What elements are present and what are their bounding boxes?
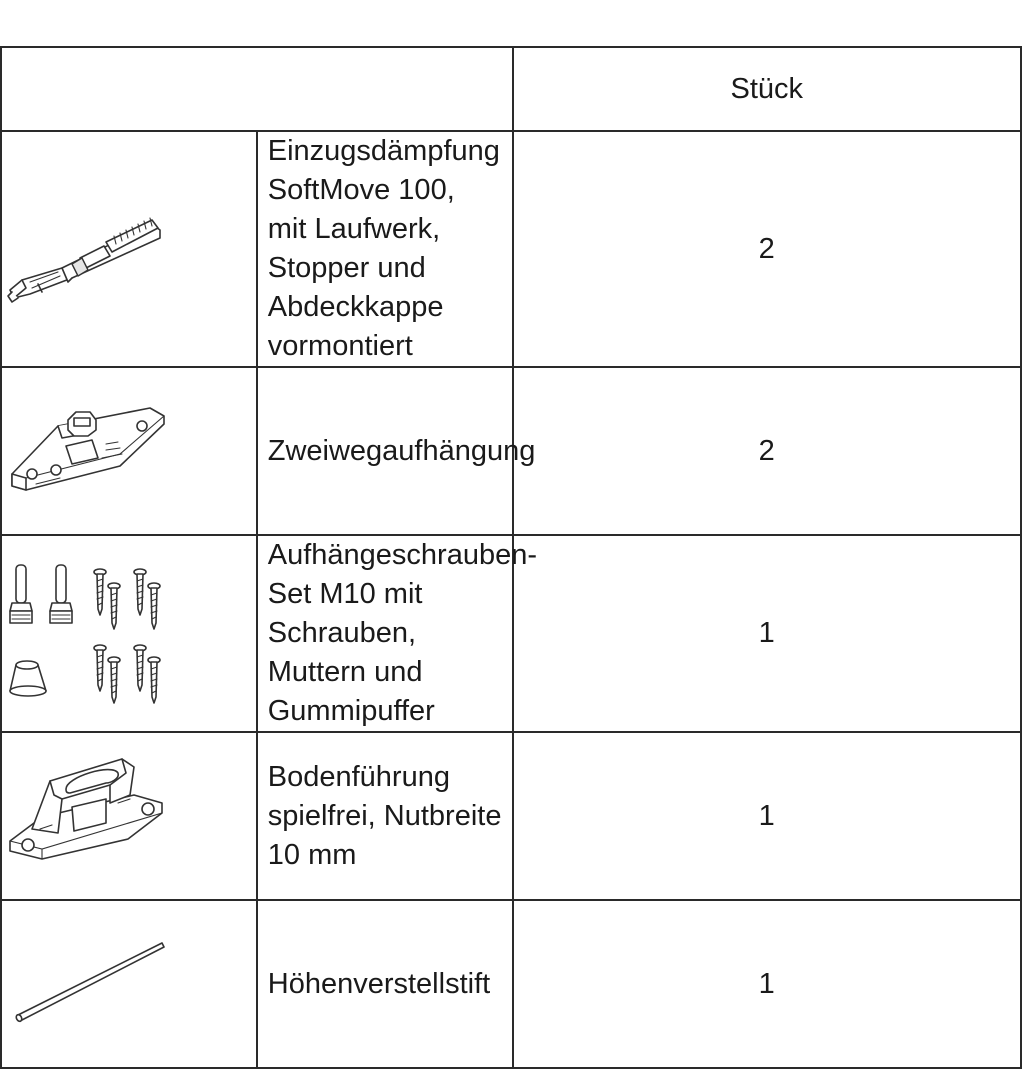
description-line: Bodenführung spielfrei, Nutbreite 10 mm (267, 760, 502, 871)
part-qty-cell (513, 732, 1022, 900)
part-qty: 2 (758, 232, 775, 265)
description-line: vormontiert (267, 330, 413, 362)
description-line: Zweiwegaufhängung (267, 434, 536, 467)
header-empty-cell (1, 47, 513, 131)
part-image-cell (1, 732, 257, 900)
part-qty-cell (513, 900, 1022, 1068)
table-row (1, 131, 1021, 367)
table-row (1, 535, 1021, 732)
description-line: Aufhängeschrauben-Set M10 mit Schrauben, (267, 539, 538, 649)
part-description-cell (257, 535, 538, 732)
part-qty-cell (513, 367, 1022, 535)
parts-list-table (0, 46, 1022, 1069)
floor-guide-icon (2, 733, 170, 899)
header-qty-cell (513, 47, 1022, 131)
part-description (258, 536, 538, 731)
part-description-cell (257, 732, 513, 900)
part-qty-cell (513, 131, 1022, 367)
table-row (1, 367, 1021, 535)
part-description (258, 758, 512, 875)
qty-column-header: Stück (730, 72, 804, 105)
part-image-cell (1, 131, 257, 367)
description-line: Muttern und Gummipuffer (267, 656, 435, 727)
height-adjustment-pin-icon (2, 901, 170, 1067)
part-qty: 1 (758, 799, 775, 832)
part-image-cell (1, 535, 257, 732)
part-description (258, 965, 512, 1004)
soft-close-damper-icon (2, 166, 170, 332)
part-image-cell (1, 367, 257, 535)
part-description-cell (257, 367, 536, 535)
table-row (1, 900, 1021, 1068)
hanger-bolt-screw-set-icon (2, 551, 170, 717)
part-description (258, 132, 512, 366)
part-qty: 1 (758, 967, 775, 1000)
part-description (258, 432, 536, 471)
part-qty-cell (513, 535, 1022, 732)
part-qty: 2 (758, 434, 775, 467)
description-line: mit Laufwerk, Stopper und Abdeckkappe (267, 213, 444, 323)
description-line: Einzugsdämpfung SoftMove 100, (267, 135, 500, 206)
part-description-cell (257, 900, 513, 1068)
description-line: Höhenverstellstift (267, 967, 491, 1000)
table-row (1, 732, 1021, 900)
two-way-hanger-icon (2, 368, 170, 534)
table-header-row (1, 47, 1021, 131)
part-qty: 1 (758, 617, 775, 649)
part-description-cell (257, 131, 513, 367)
part-image-cell (1, 900, 257, 1068)
